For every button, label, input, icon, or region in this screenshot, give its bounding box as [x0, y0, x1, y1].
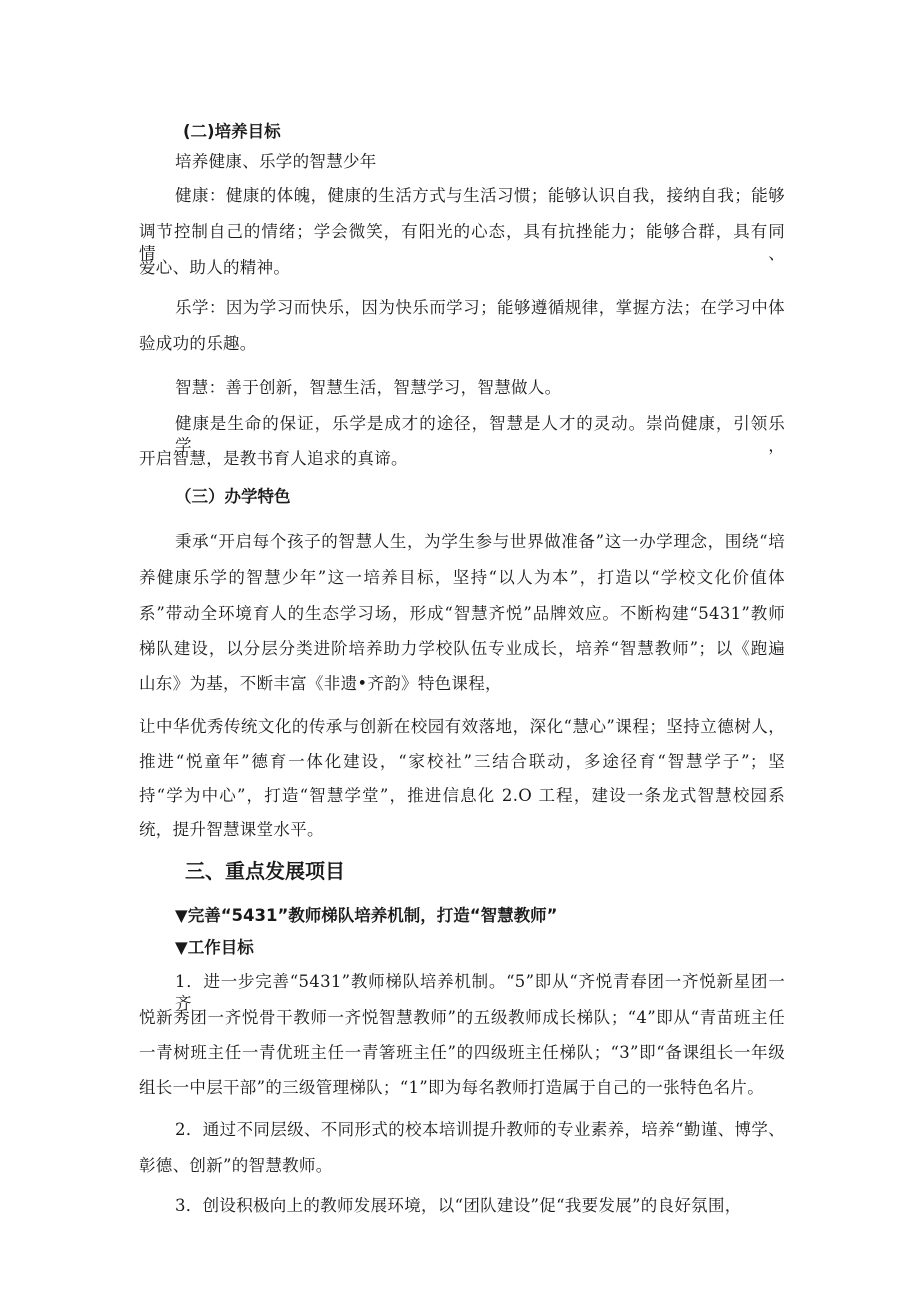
features-p1-line-2: 养健康乐学的智慧少年”这一培养目标，坚持“以人为本”，打造以“学校文化价值体: [139, 568, 785, 587]
part-heading-key-projects: 三、重点发展项目: [185, 859, 345, 883]
joy-line-2: 验成功的乐趣。: [139, 334, 257, 353]
item2-line-2: 彰德、创新”的智慧教师。: [139, 1156, 333, 1175]
wisdom-line: 智慧：善于创新，智慧生活，智慧学习，智慧做人。: [175, 378, 562, 397]
section-heading-goals: (二)培养目标: [183, 122, 281, 141]
features-p2-line-3: 持“学为中心”，打造“智慧学堂”，推进信息化 2.O 工程，建设一条龙式智慧校园系: [139, 786, 785, 805]
item1-line-2: 悦新秀团一齐悦骨干教师一齐悦智慧教师”的五级教师成长梯队；“4”即从“青苗班主任: [139, 1008, 785, 1027]
item1-line-3: 一青树班主任一青优班主任一青箸班主任”的四级班主任梯队；“3”即“备课组长一年级: [139, 1043, 785, 1062]
features-p1-line-3: 系”带动全环境育人的生态学习场，形成“智慧齐悦”品牌效应。不断构建“5431”教师: [139, 604, 785, 623]
summary-line-1: 健康是生命的保证，乐学是成才的途径，智慧是人才的灵动。崇尚健康，引领乐学，: [175, 414, 785, 455]
health-line-3: 爱心、助人的精神。: [139, 258, 291, 277]
health-line-2: 调节控制自己的情绪；学会微笑，有阳光的心态，具有抗挫能力；能够合群，具有同情、: [139, 222, 785, 263]
item1-line-4: 组长一中层干部”的三级管理梯队；“1”即为每名教师打造属于自己的一张特色名片。: [139, 1078, 765, 1097]
features-p2-line-4: 统，提升智慧课堂水平。: [139, 820, 324, 839]
features-p1-line-5: 山东》为基，不断丰富《非遗•齐韵》特色课程，: [139, 674, 502, 693]
features-p1-line-1: 秉承“开启每个孩子的智慧人生，为学生参与世界做准备”这一办学理念，围绕“培: [175, 532, 785, 551]
item1-line-1: 1．进一步完善“5431”教师梯队培养机制。“5”即从“齐悦青春团一齐悦新星团一齐: [175, 972, 785, 1013]
features-p1-line-4: 梯队建设，以分层分类进阶培养助力学校队伍专业成长，培养“智慧教师”；以《跑遍: [139, 639, 785, 658]
summary-line-2: 开启智慧，是教书育人追求的真谛。: [139, 449, 408, 468]
section-heading-features: （三）办学特色: [175, 487, 291, 506]
features-p2-line-2: 推进“悦童年”德育一体化建设，“家校社”三结合联动，多途径育“智慧学子”；坚: [139, 752, 785, 771]
joy-line-1: 乐学：因为学习而快乐，因为快乐而学习；能够遵循规律，掌握方法；在学习中体: [175, 298, 785, 317]
goal-title: ▼工作目标: [175, 938, 254, 957]
item2-line-1: 2．通过不同层级、不同形式的校本培训提升教师的专业素养，培养“勤谨、博学、: [175, 1120, 785, 1139]
project-title: ▼完善“5431”教师梯队培养机制，打造“智慧教师”: [175, 906, 558, 925]
features-p2-line-1: 让中华优秀传统文化的传承与创新在校园有效落地，深化“慧心”课程；坚持立德树人，: [139, 717, 785, 736]
item3-line-1: 3．创设积极向上的教师发展环境，以“团队建设”促“我要发展”的良好氛围，: [175, 1196, 742, 1215]
goals-subtitle: 培养健康、乐学的智慧少年: [175, 152, 377, 171]
health-line-1: 健康：健康的体魄，健康的生活方式与生活习惯；能够认识自我，接纳自我；能够: [175, 186, 785, 205]
